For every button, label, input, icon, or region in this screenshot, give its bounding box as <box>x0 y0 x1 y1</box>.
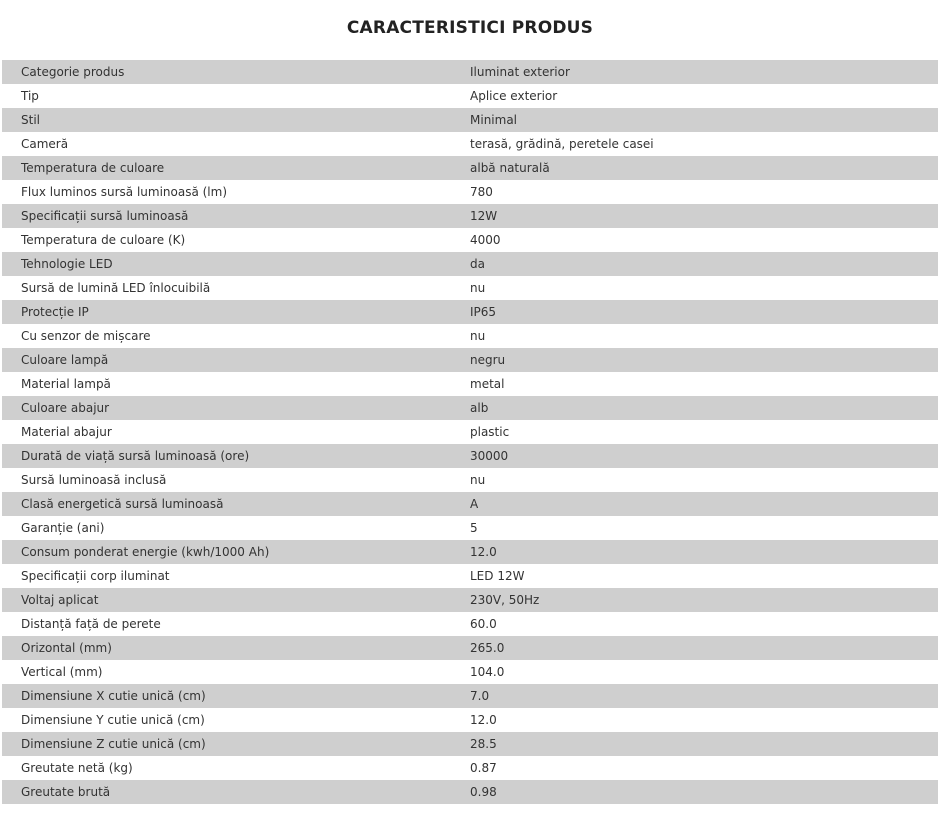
spec-label: Voltaj aplicat <box>21 593 99 607</box>
spec-value: 4000 <box>470 233 501 247</box>
spec-row <box>2 636 938 660</box>
spec-row <box>2 564 938 588</box>
spec-value: nu <box>470 329 486 343</box>
spec-value: Iluminat exterior <box>470 65 570 79</box>
spec-label: Cu senzor de mișcare <box>21 329 151 343</box>
spec-label: Consum ponderat energie (kwh/1000 Ah) <box>21 545 270 559</box>
spec-value: metal <box>470 377 505 391</box>
spec-row <box>2 276 938 300</box>
spec-row <box>2 684 938 708</box>
spec-row <box>2 660 938 684</box>
spec-value: 780 <box>470 185 493 199</box>
spec-value: albă naturală <box>470 161 550 175</box>
spec-value: nu <box>470 281 486 295</box>
spec-label: Flux luminos sursă luminoasă (lm) <box>21 185 228 199</box>
spec-label: Protecție IP <box>21 305 89 319</box>
spec-row <box>2 516 938 540</box>
spec-label: Vertical (mm) <box>21 665 103 679</box>
spec-row <box>2 252 938 276</box>
spec-value: 230V, 50Hz <box>470 593 540 607</box>
spec-row <box>2 756 938 780</box>
spec-row <box>2 180 938 204</box>
specifications-table <box>2 60 938 804</box>
spec-value: 5 <box>470 521 478 535</box>
spec-label: Cameră <box>21 137 69 151</box>
spec-row <box>2 492 938 516</box>
spec-value: alb <box>470 401 489 415</box>
spec-row <box>2 612 938 636</box>
spec-label: Specificații corp iluminat <box>21 569 170 583</box>
spec-label: Garanție (ani) <box>21 521 105 535</box>
spec-row <box>2 396 938 420</box>
spec-value: 60.0 <box>470 617 497 631</box>
spec-value: IP65 <box>470 305 497 319</box>
spec-row <box>2 228 938 252</box>
spec-row <box>2 588 938 612</box>
spec-label: Sursă luminoasă inclusă <box>21 473 167 487</box>
spec-label: Greutate netă (kg) <box>21 761 133 775</box>
spec-row <box>2 372 938 396</box>
spec-value: da <box>470 257 485 271</box>
spec-row <box>2 156 938 180</box>
spec-label: Orizontal (mm) <box>21 641 112 655</box>
spec-value: LED 12W <box>470 569 525 583</box>
spec-row <box>2 84 938 108</box>
spec-value: terasă, grădină, peretele casei <box>470 137 654 151</box>
spec-label: Categorie produs <box>21 65 125 79</box>
spec-label: Culoare lampă <box>21 353 109 367</box>
spec-value: 30000 <box>470 449 509 463</box>
spec-row <box>2 780 938 804</box>
spec-label: Temperatura de culoare <box>21 161 165 175</box>
spec-value: 12.0 <box>470 545 497 559</box>
spec-label: Sursă de lumină LED înlocuibilă <box>21 281 211 295</box>
spec-value: 265.0 <box>470 641 505 655</box>
spec-label: Tip <box>21 89 39 103</box>
spec-label: Dimensiune X cutie unică (cm) <box>21 689 206 703</box>
spec-label: Dimensiune Y cutie unică (cm) <box>21 713 205 727</box>
spec-value: negru <box>470 353 506 367</box>
spec-row <box>2 732 938 756</box>
spec-row <box>2 444 938 468</box>
spec-label: Temperatura de culoare (K) <box>21 233 186 247</box>
spec-row <box>2 300 938 324</box>
spec-value: 28.5 <box>470 737 497 751</box>
spec-value: Minimal <box>470 113 518 127</box>
spec-row <box>2 420 938 444</box>
spec-row <box>2 204 938 228</box>
spec-label: Material lampă <box>21 377 111 391</box>
spec-value: Aplice exterior <box>470 89 558 103</box>
spec-value: nu <box>470 473 486 487</box>
spec-label: Material abajur <box>21 425 112 439</box>
spec-value: 7.0 <box>470 689 490 703</box>
spec-label: Culoare abajur <box>21 401 110 415</box>
spec-value: 0.98 <box>470 785 497 799</box>
spec-row <box>2 468 938 492</box>
spec-row <box>2 540 938 564</box>
spec-row <box>2 348 938 372</box>
spec-label: Dimensiune Z cutie unică (cm) <box>21 737 206 751</box>
spec-label: Specificații sursă luminoasă <box>21 209 189 223</box>
spec-label: Stil <box>21 113 40 127</box>
spec-row <box>2 60 938 84</box>
spec-value: 104.0 <box>470 665 505 679</box>
spec-row <box>2 132 938 156</box>
spec-value: 0.87 <box>470 761 497 775</box>
spec-label: Clasă energetică sursă luminoasă <box>21 497 224 511</box>
spec-label: Greutate brută <box>21 785 111 799</box>
spec-row <box>2 108 938 132</box>
spec-value: 12W <box>470 209 498 223</box>
spec-value: plastic <box>470 425 510 439</box>
page-title: CARACTERISTICI PRODUS <box>346 18 594 39</box>
spec-label: Tehnologie LED <box>21 257 113 271</box>
spec-label: Distanță față de perete <box>21 617 161 631</box>
spec-row <box>2 708 938 732</box>
spec-row <box>2 324 938 348</box>
spec-value: A <box>470 497 479 511</box>
spec-label: Durată de viață sursă luminoasă (ore) <box>21 449 250 463</box>
spec-value: 12.0 <box>470 713 497 727</box>
